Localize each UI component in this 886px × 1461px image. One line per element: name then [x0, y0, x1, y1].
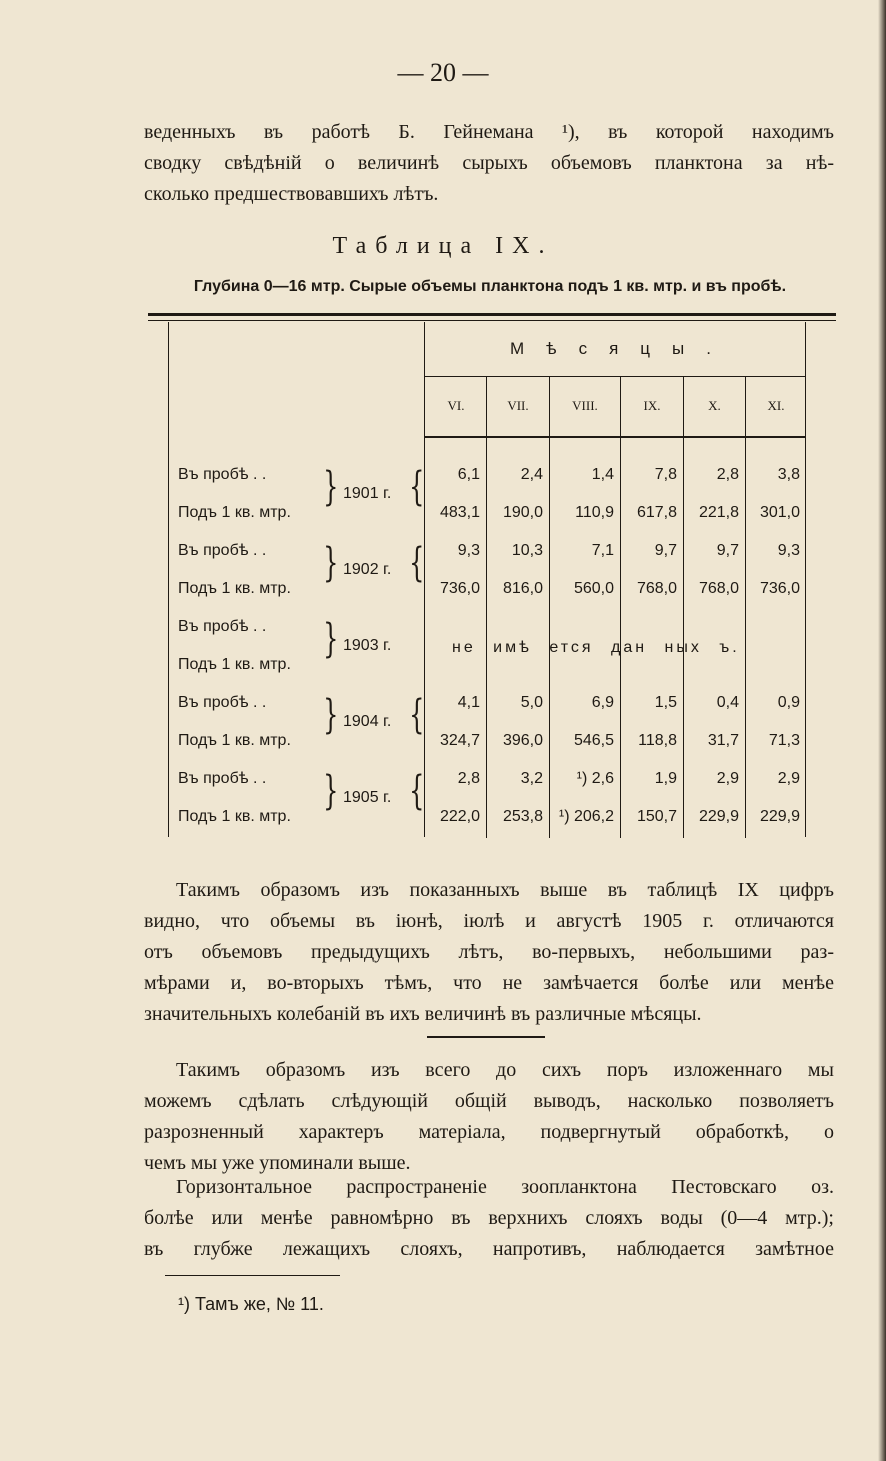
table-top-rule-thin: [148, 320, 836, 321]
col-rule: [620, 376, 621, 438]
table-cell: 301,0: [759, 504, 800, 521]
page-edge-shadow: [878, 0, 886, 1461]
table-cell: 9,3: [777, 542, 800, 559]
month-header: X.: [708, 398, 721, 413]
table-cell: 768,0: [698, 580, 739, 597]
summary-paragraph: [144, 875, 834, 1030]
table-cell: 3,8: [777, 466, 800, 483]
table-cell: 396,0: [502, 732, 543, 749]
table-cell: 2,8: [716, 466, 739, 483]
table-top-rule: [148, 313, 836, 316]
text-line: сводку свѣдѣній о величинѣ сырыхъ объемовъ планктона за нѣ-: [144, 152, 834, 174]
table-cell: 7,1: [591, 542, 614, 559]
text-line: видно, что объемы въ іюнѣ, іюлѣ и августѣ 1905 г. отличаются: [144, 910, 834, 932]
text-line: значительныхъ колебаній въ ихъ величинѣ въ различные мѣсяцы.: [144, 1003, 702, 1025]
month-header: VIII.: [572, 398, 598, 413]
table-cell: 617,8: [636, 504, 677, 521]
intro-paragraph: [144, 117, 834, 210]
year-label: 1901 г.: [343, 485, 392, 502]
row-label-sqm: Подъ 1 кв. мтр.: [178, 656, 291, 673]
table-cell: 150,7: [636, 808, 677, 825]
table-cell: 229,9: [759, 808, 800, 825]
text-line: отъ объемовъ предыдущихъ лѣтъ, во-первыхъ, небольшими раз-: [144, 941, 834, 963]
conclusion-paragraph: [144, 1055, 834, 1179]
table-cell: 222,0: [439, 808, 480, 825]
table-cell: 5,0: [520, 694, 543, 711]
table-subtitle: Глубина 0—16 мтр. Сырые объемы планктона подъ 1 кв. мтр. и въ пробѣ.: [193, 278, 787, 295]
table-cell: 736,0: [759, 580, 800, 597]
header-bottom-rule: [425, 436, 805, 438]
table-cell: 2,9: [716, 770, 739, 787]
text-line: болѣе или менѣе равномѣрно въ верхнихъ слояхъ воды (0—4 мтр.);: [144, 1207, 834, 1229]
left-brace-glyph: {: [409, 768, 425, 814]
table-cell: 736,0: [439, 580, 480, 597]
text-line: разрозненный характеръ матеріала, подвергнутый обработкѣ, о: [144, 1121, 834, 1143]
right-brace-glyph: }: [323, 768, 339, 814]
table-cell: 9,7: [654, 542, 677, 559]
right-brace-glyph: }: [323, 540, 339, 586]
col-rule: [745, 376, 746, 438]
row-label-probe: Въ пробѣ . .: [178, 770, 267, 787]
table-right-rule: [805, 322, 806, 837]
table-cell: 816,0: [502, 580, 543, 597]
row-label-sqm: Подъ 1 кв. мтр.: [178, 808, 291, 825]
table-cell: 253,8: [502, 808, 543, 825]
col-rule: [549, 376, 550, 438]
row-label-sqm: Подъ 1 кв. мтр.: [178, 580, 291, 597]
table-cell: 31,7: [707, 732, 739, 749]
table-cell: 0,4: [716, 694, 739, 711]
table-cell: 1,4: [591, 466, 614, 483]
row-label-probe: Въ пробѣ . .: [178, 542, 267, 559]
table-cell: 221,8: [698, 504, 739, 521]
month-header: XI.: [767, 398, 785, 413]
text-line: сколько предшествовавшихъ лѣтъ.: [144, 183, 439, 205]
table-cell: 6,1: [457, 466, 480, 483]
table-cell: 2,8: [457, 770, 480, 787]
month-header: IX.: [643, 398, 661, 413]
year-label: 1904 г.: [343, 713, 392, 730]
text-line: можемъ сдѣлать слѣдующій общій выводъ, насколько позволяетъ: [144, 1090, 834, 1112]
row-label-sqm: Подъ 1 кв. мтр.: [178, 504, 291, 521]
year-label: 1903 г.: [343, 637, 392, 654]
table-left-rule: [168, 322, 169, 837]
col-rule: [683, 376, 684, 438]
table-cell: 118,8: [638, 732, 677, 749]
right-brace-glyph: }: [323, 692, 339, 738]
text-line: въ глубже лежащихъ слояхъ, напротивъ, наблюдается замѣтное: [144, 1238, 834, 1260]
no-data-text: не имѣ ется дан ных ъ.: [452, 639, 740, 656]
table-cell: 2,9: [777, 770, 800, 787]
left-brace-glyph: {: [409, 540, 425, 586]
table-cell: 7,8: [654, 466, 677, 483]
table-cell: 560,0: [573, 580, 614, 597]
distribution-paragraph: [144, 1172, 834, 1265]
table-cell: 71,3: [768, 732, 800, 749]
table-cell: 110,9: [575, 504, 614, 521]
table-cell: 324,7: [439, 732, 480, 749]
text-line: Горизонтальное распространеніе зоопланктона Пестовскаго оз.: [176, 1176, 834, 1198]
left-brace-glyph: {: [409, 464, 425, 510]
row-label-probe: Въ пробѣ . .: [178, 466, 267, 483]
table-cell: 768,0: [636, 580, 677, 597]
table-cell: 1,5: [654, 694, 677, 711]
month-header: VI.: [447, 398, 465, 413]
table-cell: 483,1: [439, 504, 480, 521]
year-label: 1905 г.: [343, 789, 392, 806]
table-cell: 9,3: [457, 542, 480, 559]
table-cell: ¹) 2,6: [576, 770, 614, 787]
table-cell: ¹) 206,2: [558, 808, 614, 825]
row-label-sqm: Подъ 1 кв. мтр.: [178, 732, 291, 749]
text-line: Такимъ образомъ изъ показанныхъ выше въ таблицѣ IX цифръ: [176, 879, 834, 901]
table-cell: 10,3: [511, 542, 543, 559]
table-cell: 3,2: [520, 770, 543, 787]
right-brace-glyph: }: [323, 464, 339, 510]
text-line: веденныхъ въ работѣ Б. Гейнемана ¹), въ которой находимъ: [144, 121, 834, 143]
row-label-probe: Въ пробѣ . .: [178, 618, 267, 635]
text-line: Такимъ образомъ изъ всего до сихъ поръ изложеннаго мы: [176, 1059, 834, 1081]
months-under-rule: [425, 376, 805, 377]
left-brace-glyph: {: [409, 692, 425, 738]
col-rule: [486, 376, 487, 438]
table-cell: 229,9: [698, 808, 739, 825]
table-cell: 2,4: [520, 466, 543, 483]
footnote-rule: [165, 1275, 340, 1276]
right-brace-glyph: }: [323, 616, 339, 662]
year-label: 1902 г.: [343, 561, 392, 578]
table-cell: 546,5: [573, 732, 614, 749]
month-header: VII.: [507, 398, 529, 413]
table-cell: 9,7: [716, 542, 739, 559]
footnote: ¹) Тамъ же, № 11.: [178, 1294, 324, 1314]
table-cell: 6,9: [591, 694, 614, 711]
text-line: чемъ мы уже упоминали выше.: [144, 1152, 411, 1174]
table-cell: 190,0: [502, 504, 543, 521]
table-cell: 4,1: [457, 694, 480, 711]
table-cell: 1,9: [654, 770, 677, 787]
table-cell: 0,9: [777, 694, 800, 711]
months-header: Мѣсяцы.: [510, 339, 733, 358]
page-number: — 20 —: [397, 58, 489, 87]
table-title: Таблица IX.: [332, 233, 554, 259]
section-divider: [427, 1036, 545, 1038]
text-line: мѣрами и, во-вторыхъ тѣмъ, что не замѣчается болѣе или менѣе: [144, 972, 834, 994]
row-label-probe: Въ пробѣ . .: [178, 694, 267, 711]
